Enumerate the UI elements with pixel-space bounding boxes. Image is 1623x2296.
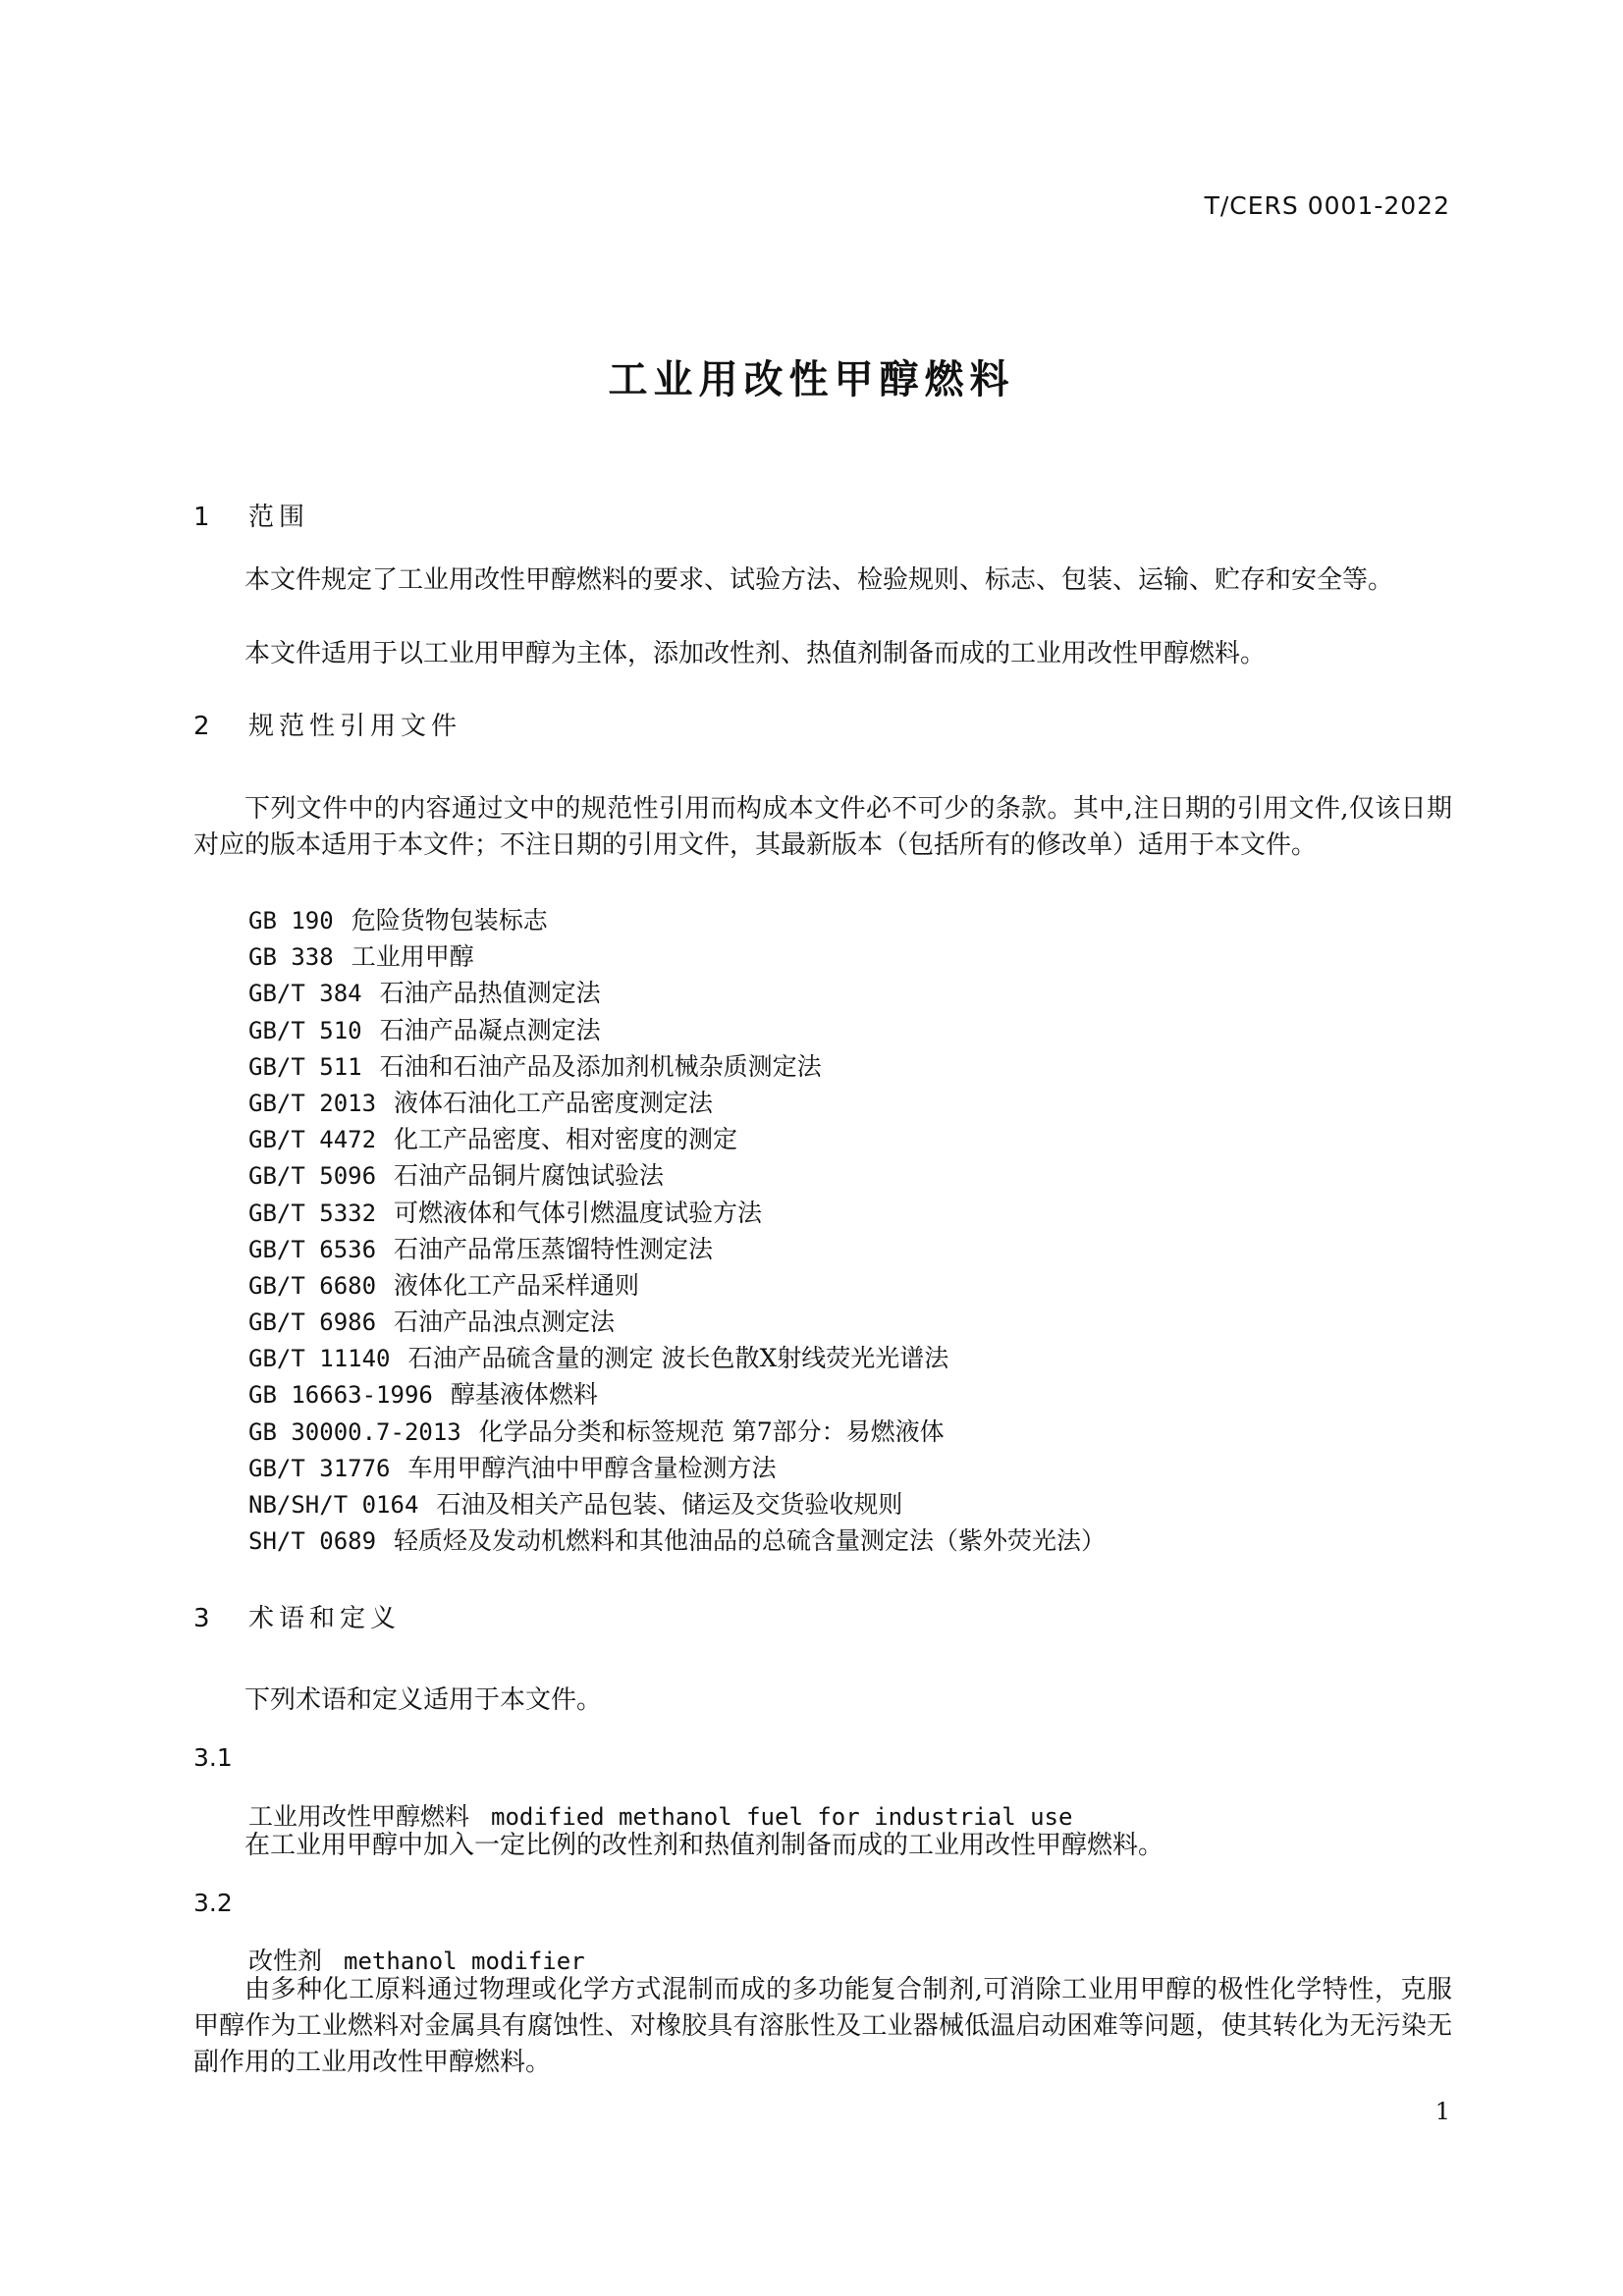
normative-references-intro: 下列文件中的内容通过文中的规范性引用而构成本文件必不可少的条款。其中,注日期的引用文件,仅该日期对应的版本适用于本文件；不注日期的引用文件，其最新版本（包括所有的修改单）适用于本文件。 [193,794,1452,860]
reference-item [248,1376,1106,1413]
section-number: 1 [193,503,210,532]
scope-paragraph-1: 本文件规定了工业用改性甲醇燃料的要求、试验方法、检验规则、标志、包装、运输、贮存和安全等。 [244,565,1394,595]
term-chinese: 改性剂 [248,1947,323,1975]
terms-intro: 下列术语和定义适用于本文件。 [244,1685,603,1715]
reference-title: 危险货物包装标志 [351,906,548,934]
reference-code: GB/T 11140 [248,1345,391,1373]
reference-title: 车用甲醇汽油中甲醇含量检测方法 [407,1453,777,1482]
reference-title: 石油产品常压蒸馏特性测定法 [394,1234,714,1263]
reference-code: GB/T 4472 [248,1126,377,1154]
reference-title: 石油产品浊点测定法 [394,1308,616,1337]
reference-title: 液体化工产品采样通则 [394,1270,640,1300]
reference-item [248,1085,1106,1121]
reference-title: 醇基液体燃料 [450,1380,598,1410]
reference-item [248,1012,1106,1048]
reference-item [248,1157,1106,1194]
section-number: 2 [193,712,210,741]
reference-code: GB/T 31776 [248,1454,391,1482]
reference-item [248,1121,1106,1157]
reference-item [248,1522,1106,1559]
term-chinese: 工业用改性甲醇燃料 [248,1802,470,1831]
scope-paragraph-2: 本文件适用于以工业用甲醇为主体，添加改性剂、热值剂制备而成的工业用改性甲醇燃料。 [244,639,1267,668]
reference-item [248,1486,1106,1522]
document-code: T/CERS 0001-2022 [1204,191,1450,220]
reference-code: GB 30000.7-2013 [248,1417,461,1446]
reference-item [248,1304,1106,1340]
reference-code: NB/SH/T 0164 [248,1491,419,1519]
term-english: methanol modifier [344,1948,585,1975]
term-english: modified methanol fuel for industrial use [491,1803,1073,1831]
reference-code: GB 338 [248,943,334,972]
section-1-heading [193,497,309,533]
reference-code: GB 16663-1996 [248,1381,433,1410]
reference-item [248,1267,1106,1304]
document-title: 工业用改性甲醇燃料 [608,357,1015,402]
reference-item [248,1231,1106,1267]
reference-item [248,1450,1106,1486]
reference-code: GB/T 511 [248,1052,362,1081]
section-title: 规范性引用文件 [248,712,462,741]
reference-title: 石油产品热值测定法 [379,979,601,1008]
term-definition: 由多种化工原料通过物理或化学方式混制而成的多功能复合制剂,可消除工业用甲醇的极性化学特性，克服甲醇作为工业燃料对金属具有腐蚀性、对橡胶具有溶胀性及工业器械低温启动困难等问题，使其转化为无污染无副作用的工业用改性甲醇燃料。 [193,1975,1452,2077]
reference-code: GB/T 510 [248,1016,362,1044]
reference-title: 石油及相关产品包装、储运及交货验收规则 [436,1490,903,1519]
reference-title: 液体石油化工产品密度测定法 [394,1088,714,1117]
reference-item [248,938,1106,975]
reference-code: GB/T 5096 [248,1162,377,1191]
reference-title: 轻质烃及发动机燃料和其他油品的总硫含量测定法（紫外荧光法） [394,1526,1107,1556]
reference-title: 石油产品凝点测定法 [379,1015,601,1044]
reference-item [248,902,1106,938]
reference-code: GB/T 2013 [248,1089,377,1117]
reference-code: GB/T 6986 [248,1308,377,1337]
reference-item [248,975,1106,1011]
reference-code: SH/T 0689 [248,1527,377,1556]
term-number: 3.2 [193,1889,233,1917]
page-number: 1 [1434,2098,1450,2125]
reference-title: 石油产品铜片腐蚀试验法 [394,1161,665,1191]
section-2-heading [193,706,461,742]
reference-code: GB/T 5332 [248,1199,377,1227]
term-definition: 在工业用甲醇中加入一定比例的改性剂和热值剂制备而成的工业用改性甲醇燃料。 [244,1831,1164,1860]
reference-code: GB 190 [248,907,334,934]
reference-item [248,1340,1106,1376]
section-number: 3 [193,1604,210,1633]
reference-title: 石油和石油产品及添加剂机械杂质测定法 [379,1051,822,1081]
section-title: 范围 [248,503,310,532]
reference-title: 化学品分类和标签规范 第7部分：易燃液体 [478,1416,945,1446]
section-3-heading [193,1598,401,1634]
reference-title: 工业用甲醇 [351,942,474,972]
reference-title: 化工产品密度、相对密度的测定 [394,1125,738,1154]
reference-code: GB/T 384 [248,980,362,1008]
reference-code: GB/T 6536 [248,1235,377,1263]
reference-item [248,1414,1106,1450]
reference-item [248,1195,1106,1231]
reference-list [248,902,1106,1559]
reference-code: GB/T 6680 [248,1271,377,1300]
reference-title: 石油产品硫含量的测定 波长色散X射线荧光光谱法 [407,1344,949,1373]
section-title: 术语和定义 [248,1604,402,1633]
reference-item [248,1048,1106,1085]
term-number: 3.1 [193,1743,233,1772]
reference-title: 可燃液体和气体引燃温度试验方法 [394,1198,763,1227]
